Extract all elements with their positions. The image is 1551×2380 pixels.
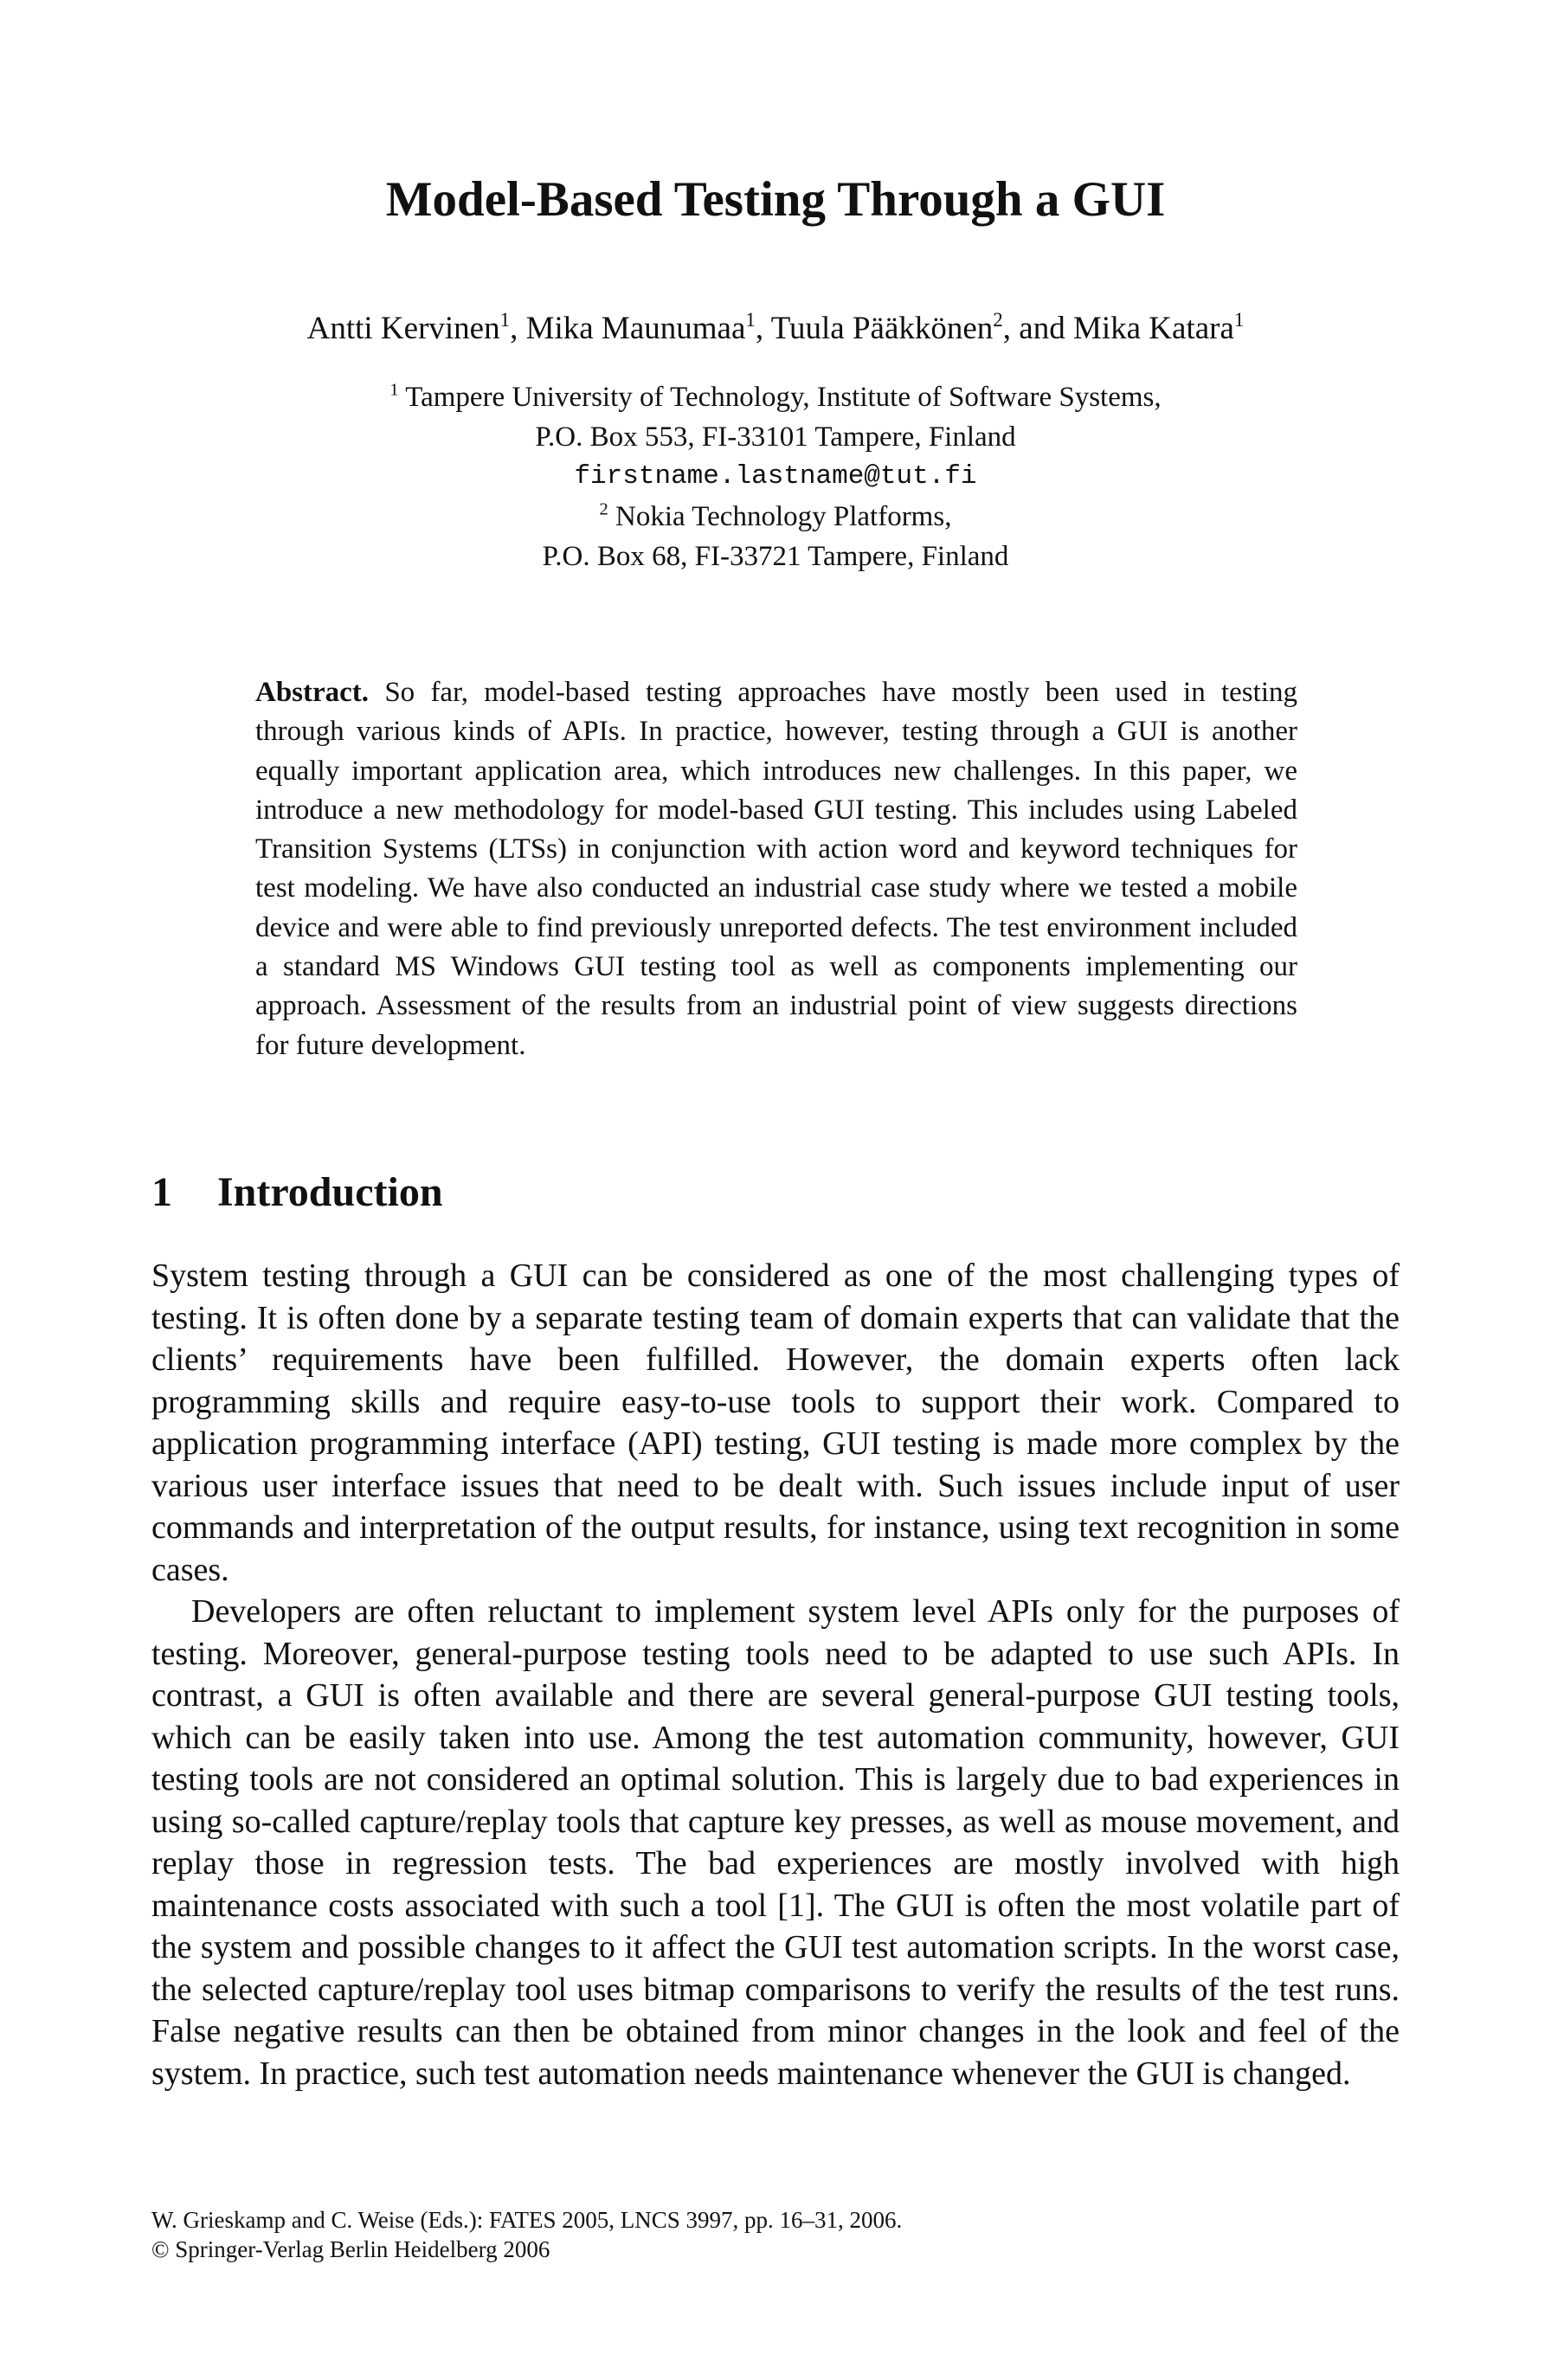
- abstract-text: So far, model-based testing approaches have mostly been used in testing through various kinds of APIs. In practice, however, testing through a GUI is another equally important application area, which introduces new challenges. In this paper, we introduce a new methodology for model-based GUI testing. This includes using Labeled Transition Systems (LTSs) in conjunction with action word and keyword techniques for test modeling. We have also conducted an industrial case study where we tested a mobile device and were able to find previously unreported defects. The test environment included a standard MS Windows GUI testing tool as well as components implementing our approach. Assessment of the results from an industrial point of view suggests directions for future development.: [255, 677, 1297, 1061]
- author-separator: ,: [755, 311, 771, 346]
- footnote: [151, 2205, 902, 2264]
- copyright-line: © Springer-Verlag Berlin Heidelberg 2006: [151, 2236, 550, 2262]
- affiliation-mark: 2: [993, 308, 1003, 331]
- body-paragraph: System testing through a GUI can be considered as one of the most challenging types of testing. It is often done by a separate testing team of domain experts that can validate that the clients’ requirements have been fulfilled. However, the domain experts often lack programming skills and require easy-to-use tools to support their work. Compared to application programming interface (API) testing, GUI testing is made more complex by the various user interface issues that need to be dealt with. Such issues include input of user commands and interpretation of the output results, for instance, using text recognition in some cases.: [151, 1258, 1400, 1588]
- body-paragraph: Developers are often reluctant to implement system level APIs only for the purposes of testing. Moreover, general-purpose testing tools need to be adapted to use such APIs. In contrast, a GUI is often available and there are several general-purpose GUI testing tools, which can be easily taken into use. Among the test automation community, however, GUI testing tools are not considered an optimal solution. This is largely due to bad experiences in using so-called capture/replay tools that capture key presses, as well as mouse movement, and replay those in regression tests. The bad experiences are mostly involved with high maintenance costs associated with such a tool [1]. The GUI is often the most volatile part of the system and possible changes to it affect the GUI test automation scripts. In the worst case, the selected capture/replay tool uses bitmap comparisons to verify the results of the test runs. False negative results can then be obtained from minor changes in the look and feel of the system. In practice, such test automation needs maintenance whenever the GUI is changed.: [151, 1593, 1400, 2092]
- author-name: Tuula Pääkkönen: [770, 311, 994, 346]
- author-name: Mika Maunumaa: [525, 311, 746, 346]
- author-name: Mika Katara: [1072, 311, 1234, 346]
- affiliation-1-line-1: [0, 377, 1551, 417]
- paper-title: Model-Based Testing Through a GUI: [385, 172, 1166, 227]
- section-body: [151, 1255, 1400, 2094]
- affiliation-2-institute: Nokia Technology Platforms,: [615, 501, 952, 532]
- affiliation-1-address: P.O. Box 553, FI-33101 Tampere, Finland: [535, 421, 1016, 453]
- author-separator: , and: [1002, 311, 1073, 346]
- section-number: 1: [151, 1169, 172, 1215]
- affiliation-mark: 1: [499, 308, 511, 331]
- author-separator: ,: [510, 311, 526, 346]
- affiliations: [0, 377, 1551, 576]
- affiliation-mark: 1: [745, 308, 756, 331]
- section-title: Introduction: [217, 1169, 443, 1215]
- author-email: firstname.lastname@tut.fi: [574, 461, 977, 492]
- affiliation-mark: 1: [1233, 308, 1245, 331]
- abstract-heading: Abstract.: [255, 677, 370, 708]
- author-name: Antti Kervinen: [306, 311, 500, 346]
- affiliation-mark: 2: [599, 499, 608, 519]
- affiliation-2-line-1: [0, 497, 1551, 537]
- abstract: [255, 673, 1297, 1065]
- citation-line: W. Grieskamp and C. Weise (Eds.): FATES 2005, LNCS 3997, pp. 16–31, 2006.: [151, 2207, 903, 2233]
- affiliation-2-address: P.O. Box 68, FI-33721 Tampere, Finland: [542, 541, 1009, 572]
- affiliation-mark: 1: [389, 380, 399, 400]
- author-list: [0, 307, 1551, 351]
- section-heading: [151, 1167, 443, 1219]
- affiliation-1-institute: Tampere University of Technology, Institute of Software Systems,: [405, 382, 1162, 413]
